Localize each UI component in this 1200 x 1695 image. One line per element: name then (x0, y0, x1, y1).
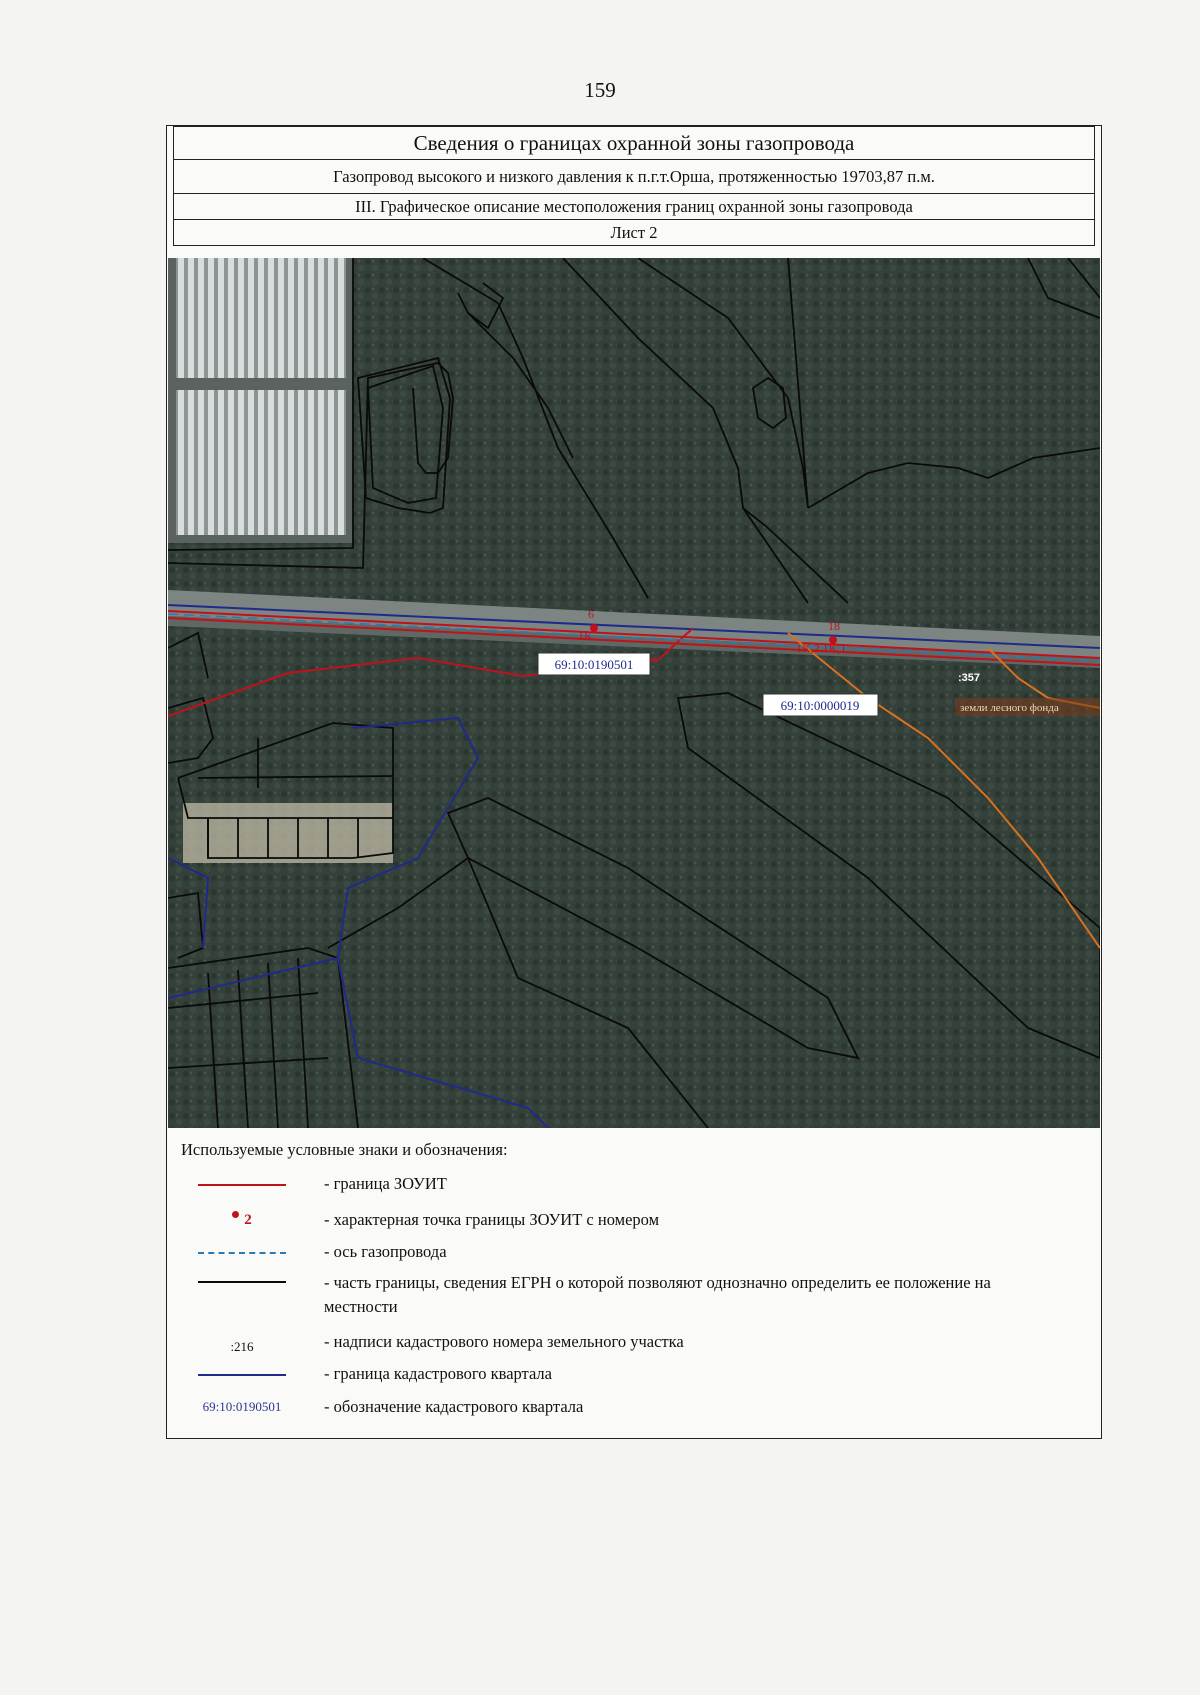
legend-text: - ось газопровода (324, 1242, 447, 1261)
quarter-label-right: 69:10:0000019 (780, 698, 860, 713)
legend-item-egrn-boundary (167, 1272, 1097, 1324)
point-sublabel-6: 1K (578, 629, 593, 643)
legend-text: - характерная точка границы ЗОУИТ с номером (324, 1210, 660, 1229)
red-line-icon (198, 1184, 286, 1186)
greenhouse-roof-1 (176, 258, 346, 378)
legend-text: - граница ЗОУИТ (324, 1174, 447, 1193)
legend-text: - граница кадастрового квартала (324, 1364, 552, 1383)
quarter-label-left: 69:10:0190501 (554, 657, 634, 672)
legend-text: - надписи кадастрового номера земельного участка (324, 1332, 684, 1351)
legend-item-zouit-point (167, 1205, 1097, 1235)
document-title: Сведения о границах охранной зоны газопровода (173, 126, 1095, 160)
legend-text: - обозначение кадастрового квартала (324, 1397, 584, 1416)
legend-item-zouit-boundary (167, 1170, 1097, 1200)
greenhouse-roof-2 (176, 390, 346, 535)
document-frame (166, 125, 1102, 1439)
object-description: Газопровод высокого и низкого давления к п.г.т.Орша, протяженностью 19703,87 п.м. (173, 160, 1095, 194)
parcel-number-357: :357 (958, 672, 981, 684)
cleared-area (183, 803, 393, 863)
black-line-icon (198, 1281, 286, 1283)
sheet-label: Лист 2 (173, 220, 1095, 246)
map-area[interactable] (168, 258, 1100, 1128)
quarter-label-sample: 69:10:0190501 (202, 1399, 282, 1414)
navy-line-icon (198, 1374, 286, 1376)
point-label-18: 18 (828, 619, 840, 633)
page-number: 159 (584, 78, 616, 102)
point-sublabel-18: 1K,2 1K,1 (796, 641, 847, 655)
legend-item-parcel-number (167, 1332, 1097, 1362)
parcel-number-sample: :216 (230, 1339, 254, 1354)
forest-fund-label: земли лесного фонда (960, 702, 1059, 714)
legend-item-quarter-boundary (167, 1360, 1097, 1390)
legend-title: Используемые условные знаки и обозначения: (181, 1140, 508, 1159)
legend-item-quarter-label (167, 1392, 1097, 1422)
red-point-icon: 2 (232, 1211, 252, 1229)
map-svg (168, 258, 1100, 1128)
section-title: III. Графическое описание местоположения границ охранной зоны газопровода (173, 194, 1095, 220)
legend-text: - часть границы, сведения ЕГРН о которой позволяют однозначно определить ее положение на местности (324, 1273, 991, 1316)
blue-dashed-line-icon (198, 1252, 286, 1254)
legend-item-pipeline-axis (167, 1238, 1097, 1268)
point-label-6: 6 (588, 607, 594, 621)
